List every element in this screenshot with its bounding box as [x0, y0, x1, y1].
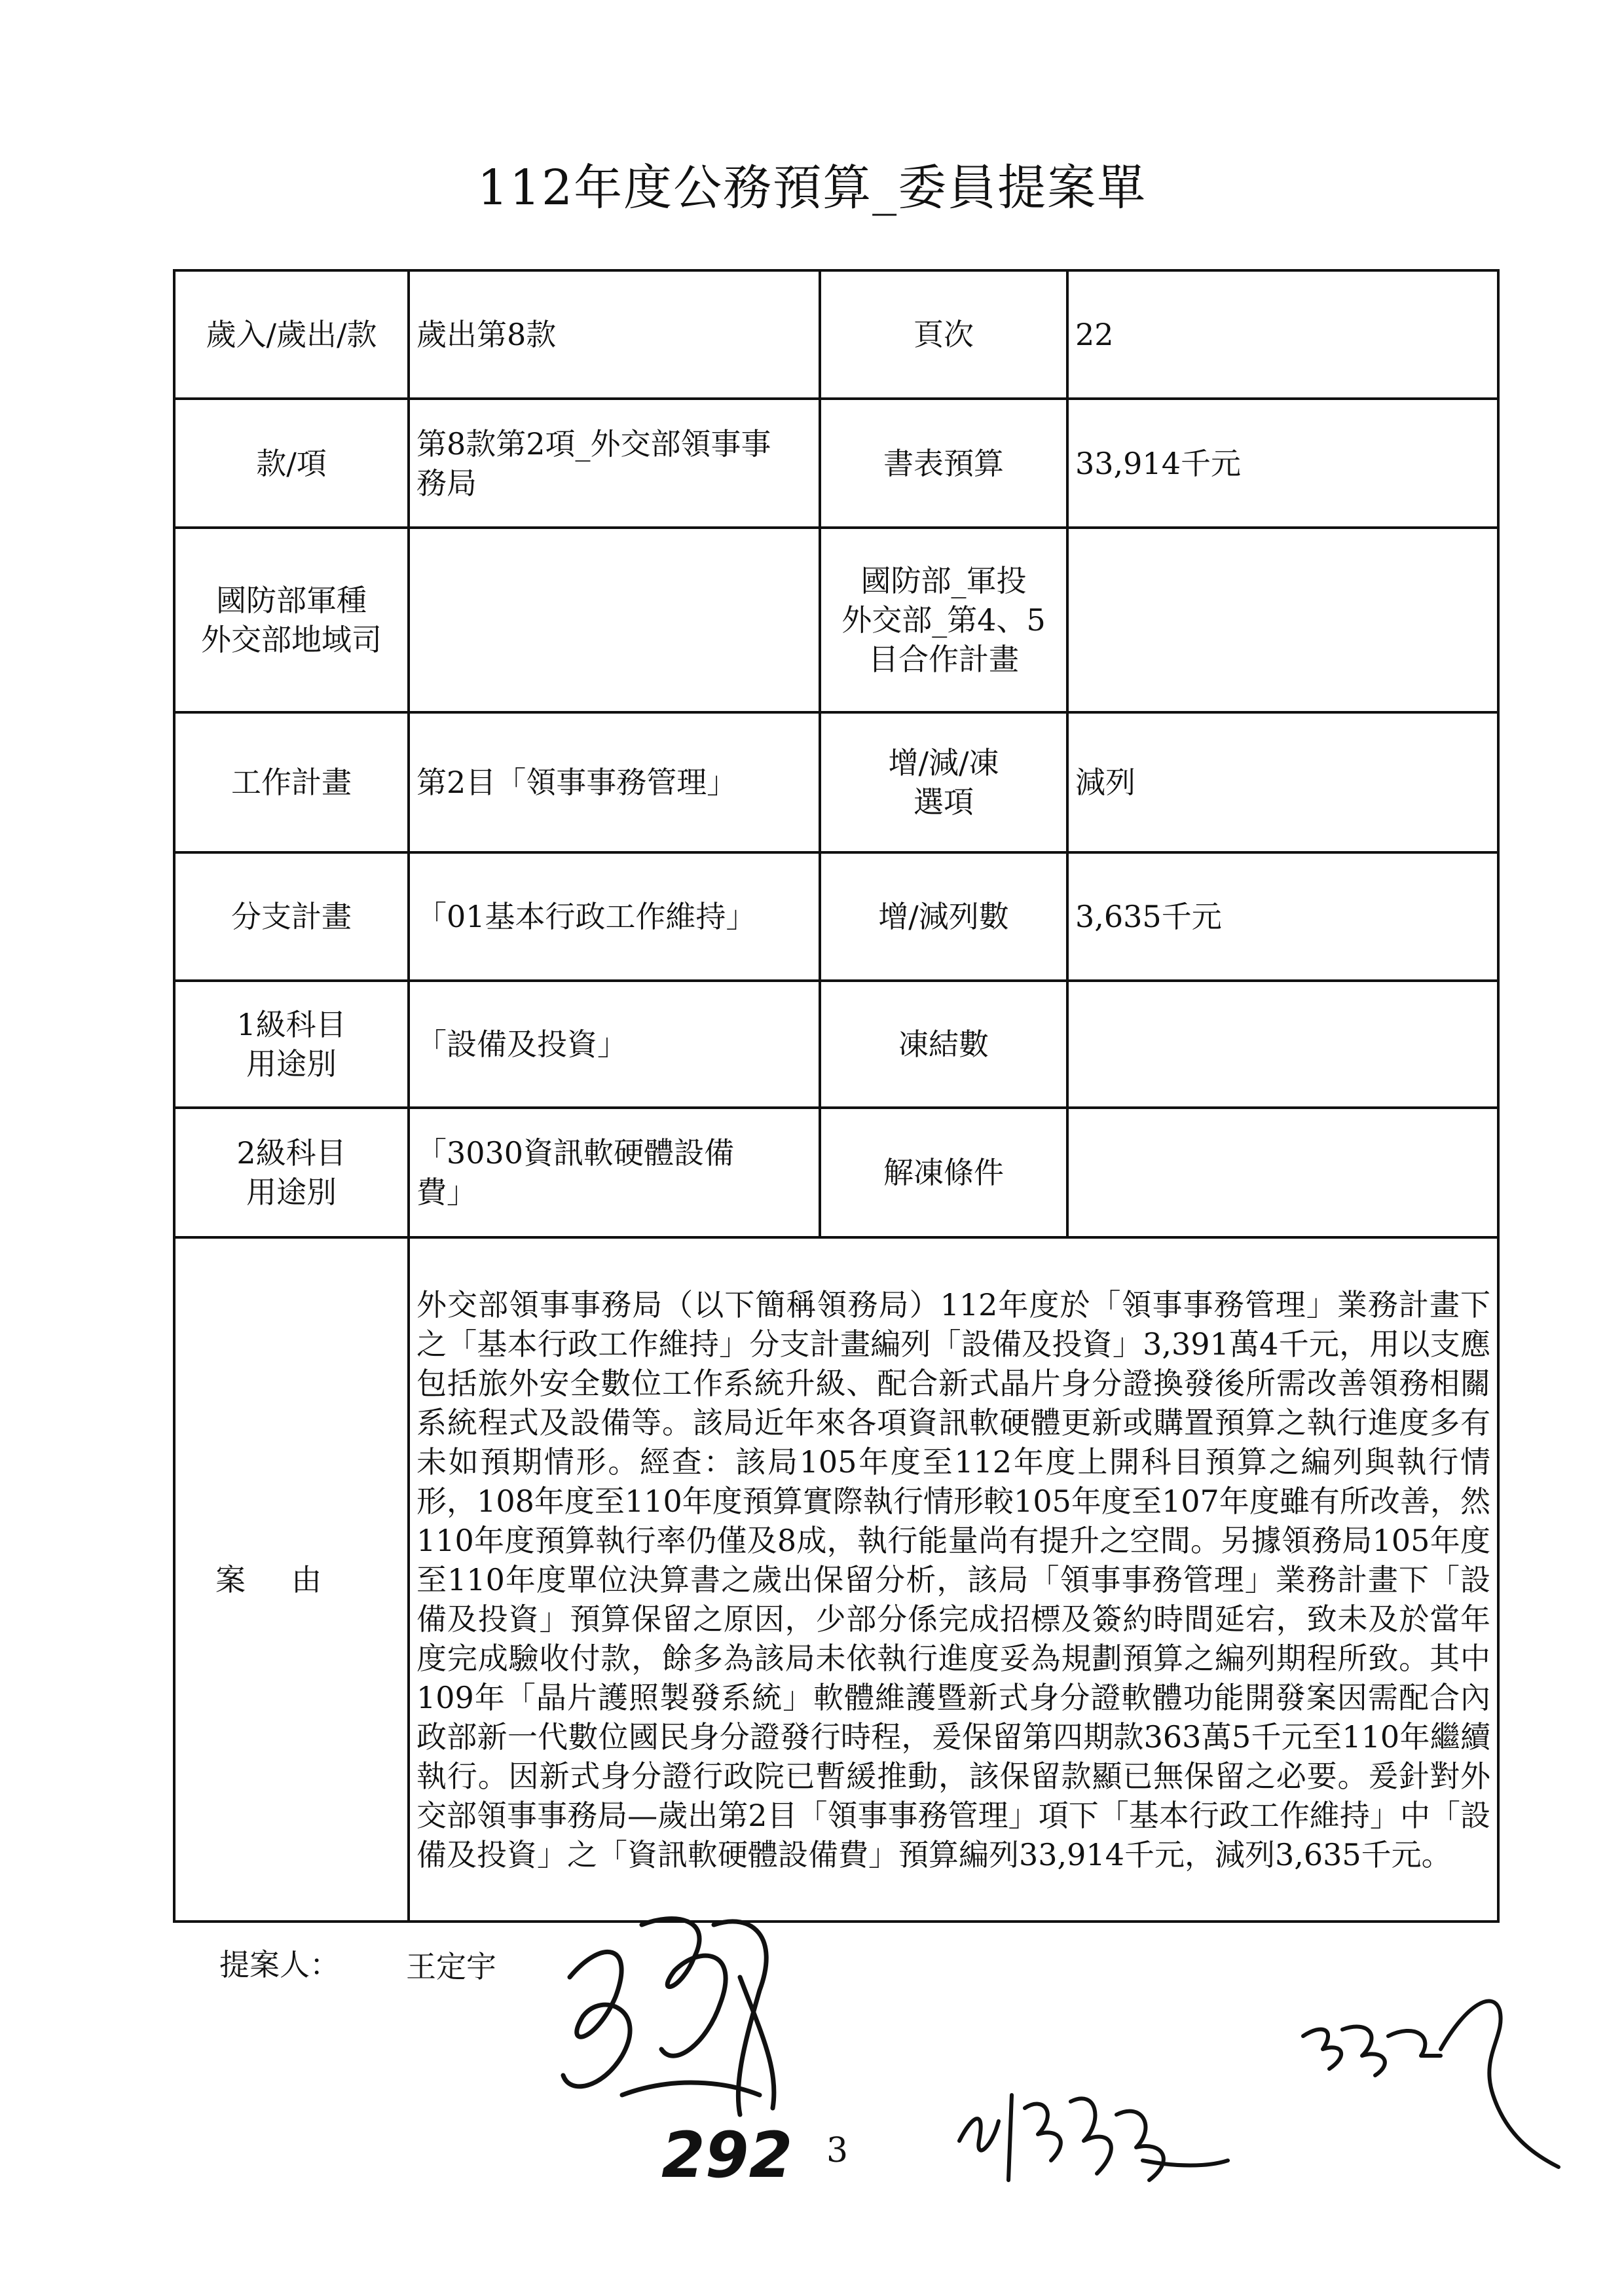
table-row [174, 1237, 1498, 1922]
label-cooperation-plan: 國防部_軍投 外交部_第4、5 目合作計畫 [820, 528, 1067, 712]
label-budget-type: 歲入/歲出/款 [174, 270, 409, 399]
value-level1-subject: 「設備及投資」 [409, 981, 820, 1108]
table-row [174, 270, 1498, 399]
label-statement-budget: 書表預算 [820, 399, 1067, 528]
label-work-plan: 工作計畫 [174, 712, 409, 852]
proposer-label: 提案人： [219, 1947, 340, 1982]
table-row [174, 399, 1498, 528]
table-row [174, 712, 1498, 852]
label-sub-plan: 分支計畫 [174, 852, 409, 981]
svg-text:292: 292 [661, 2119, 793, 2192]
label-adjust-amount: 增/減列數 [820, 852, 1067, 981]
signature-1 [544, 1899, 819, 2134]
table-row [174, 852, 1498, 981]
value-level2-subject: 「3030資訊軟硬體設備 費」 [409, 1108, 820, 1237]
value-cooperation-plan [1067, 528, 1498, 712]
value-page: 22 [1067, 270, 1498, 399]
signature-3 [1297, 1984, 1585, 2180]
label-level2-subject: 2級科目 用途別 [174, 1108, 409, 1237]
value-adjust-amount: 3,635千元 [1067, 852, 1498, 981]
label-reason: 案由 [174, 1237, 409, 1922]
value-section-item: 第8款第2項_外交部領事事 務局 [409, 399, 820, 528]
handwritten-page-number [655, 2115, 805, 2193]
page-title: 112年度公務預算_委員提案單 [477, 160, 1147, 216]
label-adjust-option: 增/減/凍 選項 [820, 712, 1067, 852]
value-defense-diplomacy [409, 528, 820, 712]
label-section-item: 款/項 [174, 399, 409, 528]
value-statement-budget: 33,914千元 [1067, 399, 1498, 528]
table-row [174, 981, 1498, 1108]
label-page: 頁次 [820, 270, 1067, 399]
proposer-name: 王定宇 [406, 1949, 496, 1984]
page-number: 3 [826, 2131, 849, 2170]
proposal-form-table [173, 269, 1500, 1923]
label-unfreeze-condition: 解凍條件 [820, 1108, 1067, 1237]
value-budget-type: 歲出第8款 [409, 270, 820, 399]
label-level1-subject: 1級科目 用途別 [174, 981, 409, 1108]
table-row [174, 1108, 1498, 1237]
table-row [174, 528, 1498, 712]
value-unfreeze-condition [1067, 1108, 1498, 1237]
value-adjust-option: 減列 [1067, 712, 1498, 852]
signature-2 [946, 2069, 1241, 2193]
value-work-plan: 第2目「領事事務管理」 [409, 712, 820, 852]
value-frozen-amount [1067, 981, 1498, 1108]
label-frozen-amount: 凍結數 [820, 981, 1067, 1108]
reason-text: 外交部領事事務局（以下簡稱領務局）112年度於「領事事務管理」業務計畫下之「基本行政工作維持」分支計畫編列「設備及投資」3,391萬4千元，用以支應包括旅外安全數位工作系統升級、配合新式晶片身分證換發後所需改善領務相關系統程式及設備等。該局近年來各項資訊軟硬體更新或購置預算之執行進度多有未如預期情形。經查：該局105年度至112年度上開科目預算之編列與執行情形，108年度至110年度預算實際執行情形較105年度至107年度雖有所改善，然110年度預算執行率仍僅及8成，執行能量尚有提升之空間。另據領務局105年度至110年度單位決算書之歲出保留分析，該局「領事事務管理」業務計畫下「設備及投資」預算保留之原因，少部分係完成招標及簽約時間延宕，致未及於當年度完成驗收付款，餘多為該局未依執行進度妥為規劃預算之編列期程所致。其中109年「晶片護照製發系統」軟體維護暨新式身分證軟體功能開發案因需配合內政部新一代數位國民身分證發行時程，爰保留第四期款363萬5千元至110年繼續執行。因新式身分證行政院已暫緩推動，該保留款顯已無保留之必要。爰針對外交部領事事務局—歲出第2目「領事事務管理」項下「基本行政工作維持」中「設備及投資」之「資訊軟硬體設備費」預算編列33,914千元，減列3,635千元。 [409, 1237, 1498, 1922]
label-defense-diplomacy: 國防部軍種 外交部地域司 [174, 528, 409, 712]
value-sub-plan: 「01基本行政工作維持」 [409, 852, 820, 981]
